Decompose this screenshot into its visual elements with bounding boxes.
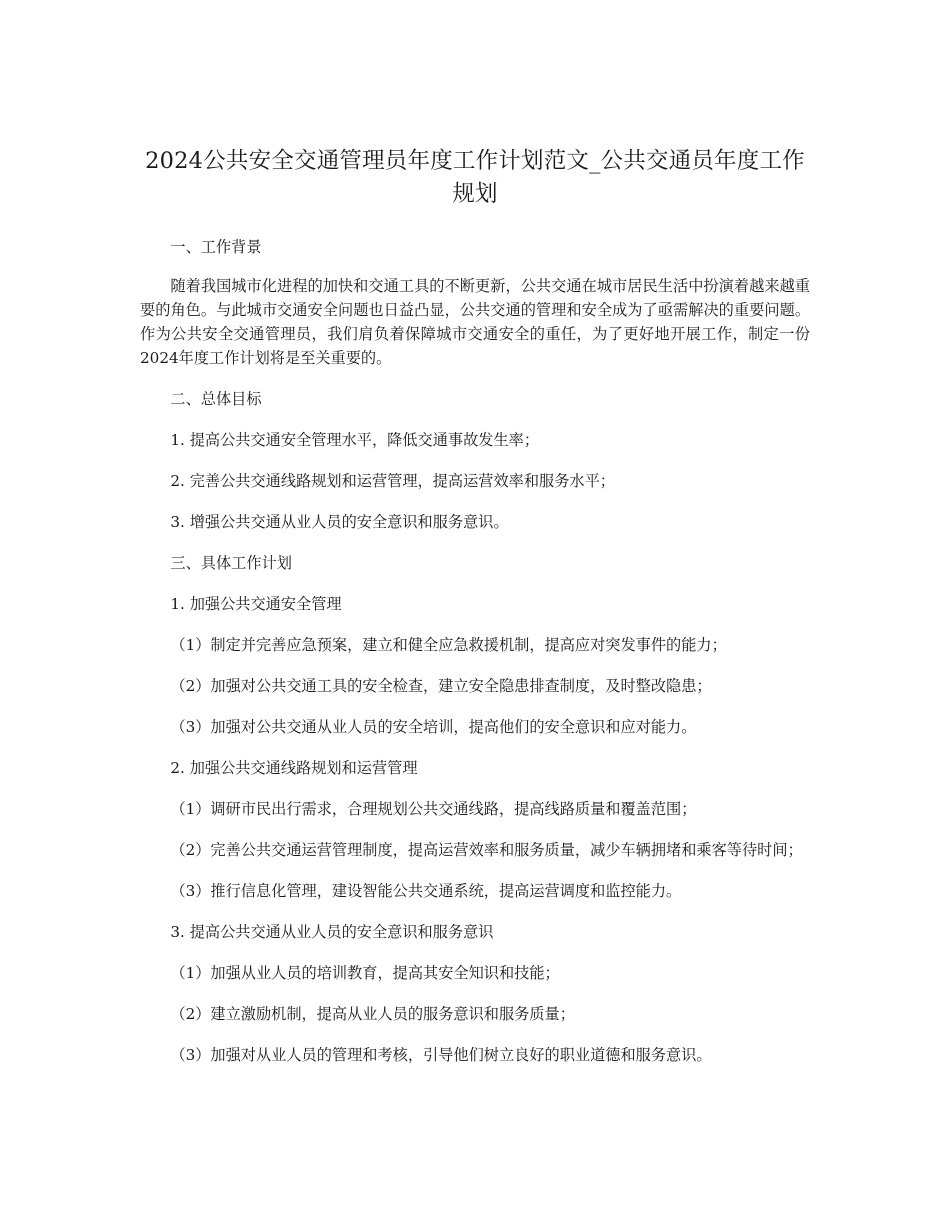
section-heading-plan: 三、具体工作计划 [170, 554, 292, 572]
plan-group-title: 1. 加强公共交通安全管理 [170, 595, 342, 613]
plan-item: （3）加强对从业人员的管理和考核，引导他们树立良好的职业道德和服务意识。 [170, 1046, 712, 1064]
document-title: 2024公共安全交通管理员年度工作计划范文_公共交通员年度工作规划 [145, 148, 805, 207]
background-paragraph: 随着我国城市化进程的加快和交通工具的不断更新，公共交通在城市居民生活中扮演着越来越重要的角色。与此城市交通安全问题也日益凸显，公共交通的管理和安全成为了亟需解决的重要问题。作为公共安全交通管理员，我们肩负着保障城市交通安全的重任，为了更好地开展工作，制定一份2024年度工作计划将是至关重要的。 [140, 277, 810, 367]
plan-group-title: 3. 提高公共交通从业人员的安全意识和服务意识 [170, 923, 494, 941]
plan-item: （2）加强对公共交通工具的安全检查，建立安全隐患排查制度，及时整改隐患； [170, 677, 712, 695]
plan-item: （2）完善公共交通运营管理制度，提高运营效率和服务质量，减少车辆拥堵和乘客等待时间； [170, 841, 803, 859]
goal-item: 3. 增强公共交通从业人员的安全意识和服务意识。 [170, 513, 509, 531]
document-body [140, 235, 810, 1067]
plan-item: （3）推行信息化管理，建设智能公共交通系统，提高运营调度和监控能力。 [170, 882, 682, 900]
section-heading-goals: 二、总体目标 [170, 390, 262, 408]
plan-item: （3）加强对公共交通从业人员的安全培训，提高他们的安全意识和应对能力。 [170, 718, 697, 736]
plan-item: （1）调研市民出行需求，合理规划公共交通线路，提高线路质量和覆盖范围； [170, 800, 697, 818]
section-heading-background: 一、工作背景 [170, 238, 262, 256]
plan-item: （1）加强从业人员的培训教育，提高其安全知识和技能； [170, 964, 560, 982]
plan-item: （2）建立激励机制，提高从业人员的服务意识和服务质量； [170, 1005, 575, 1023]
goal-item: 1. 提高公共交通安全管理水平，降低交通事故发生率； [170, 431, 540, 449]
goal-item: 2. 完善公共交通线路规划和运营管理，提高运营效率和服务水平； [170, 472, 615, 490]
plan-group-title: 2. 加强公共交通线路规划和运营管理 [170, 759, 418, 777]
plan-item: （1）制定并完善应急预案，建立和健全应急救援机制，提高应对突发事件的能力； [170, 636, 727, 654]
